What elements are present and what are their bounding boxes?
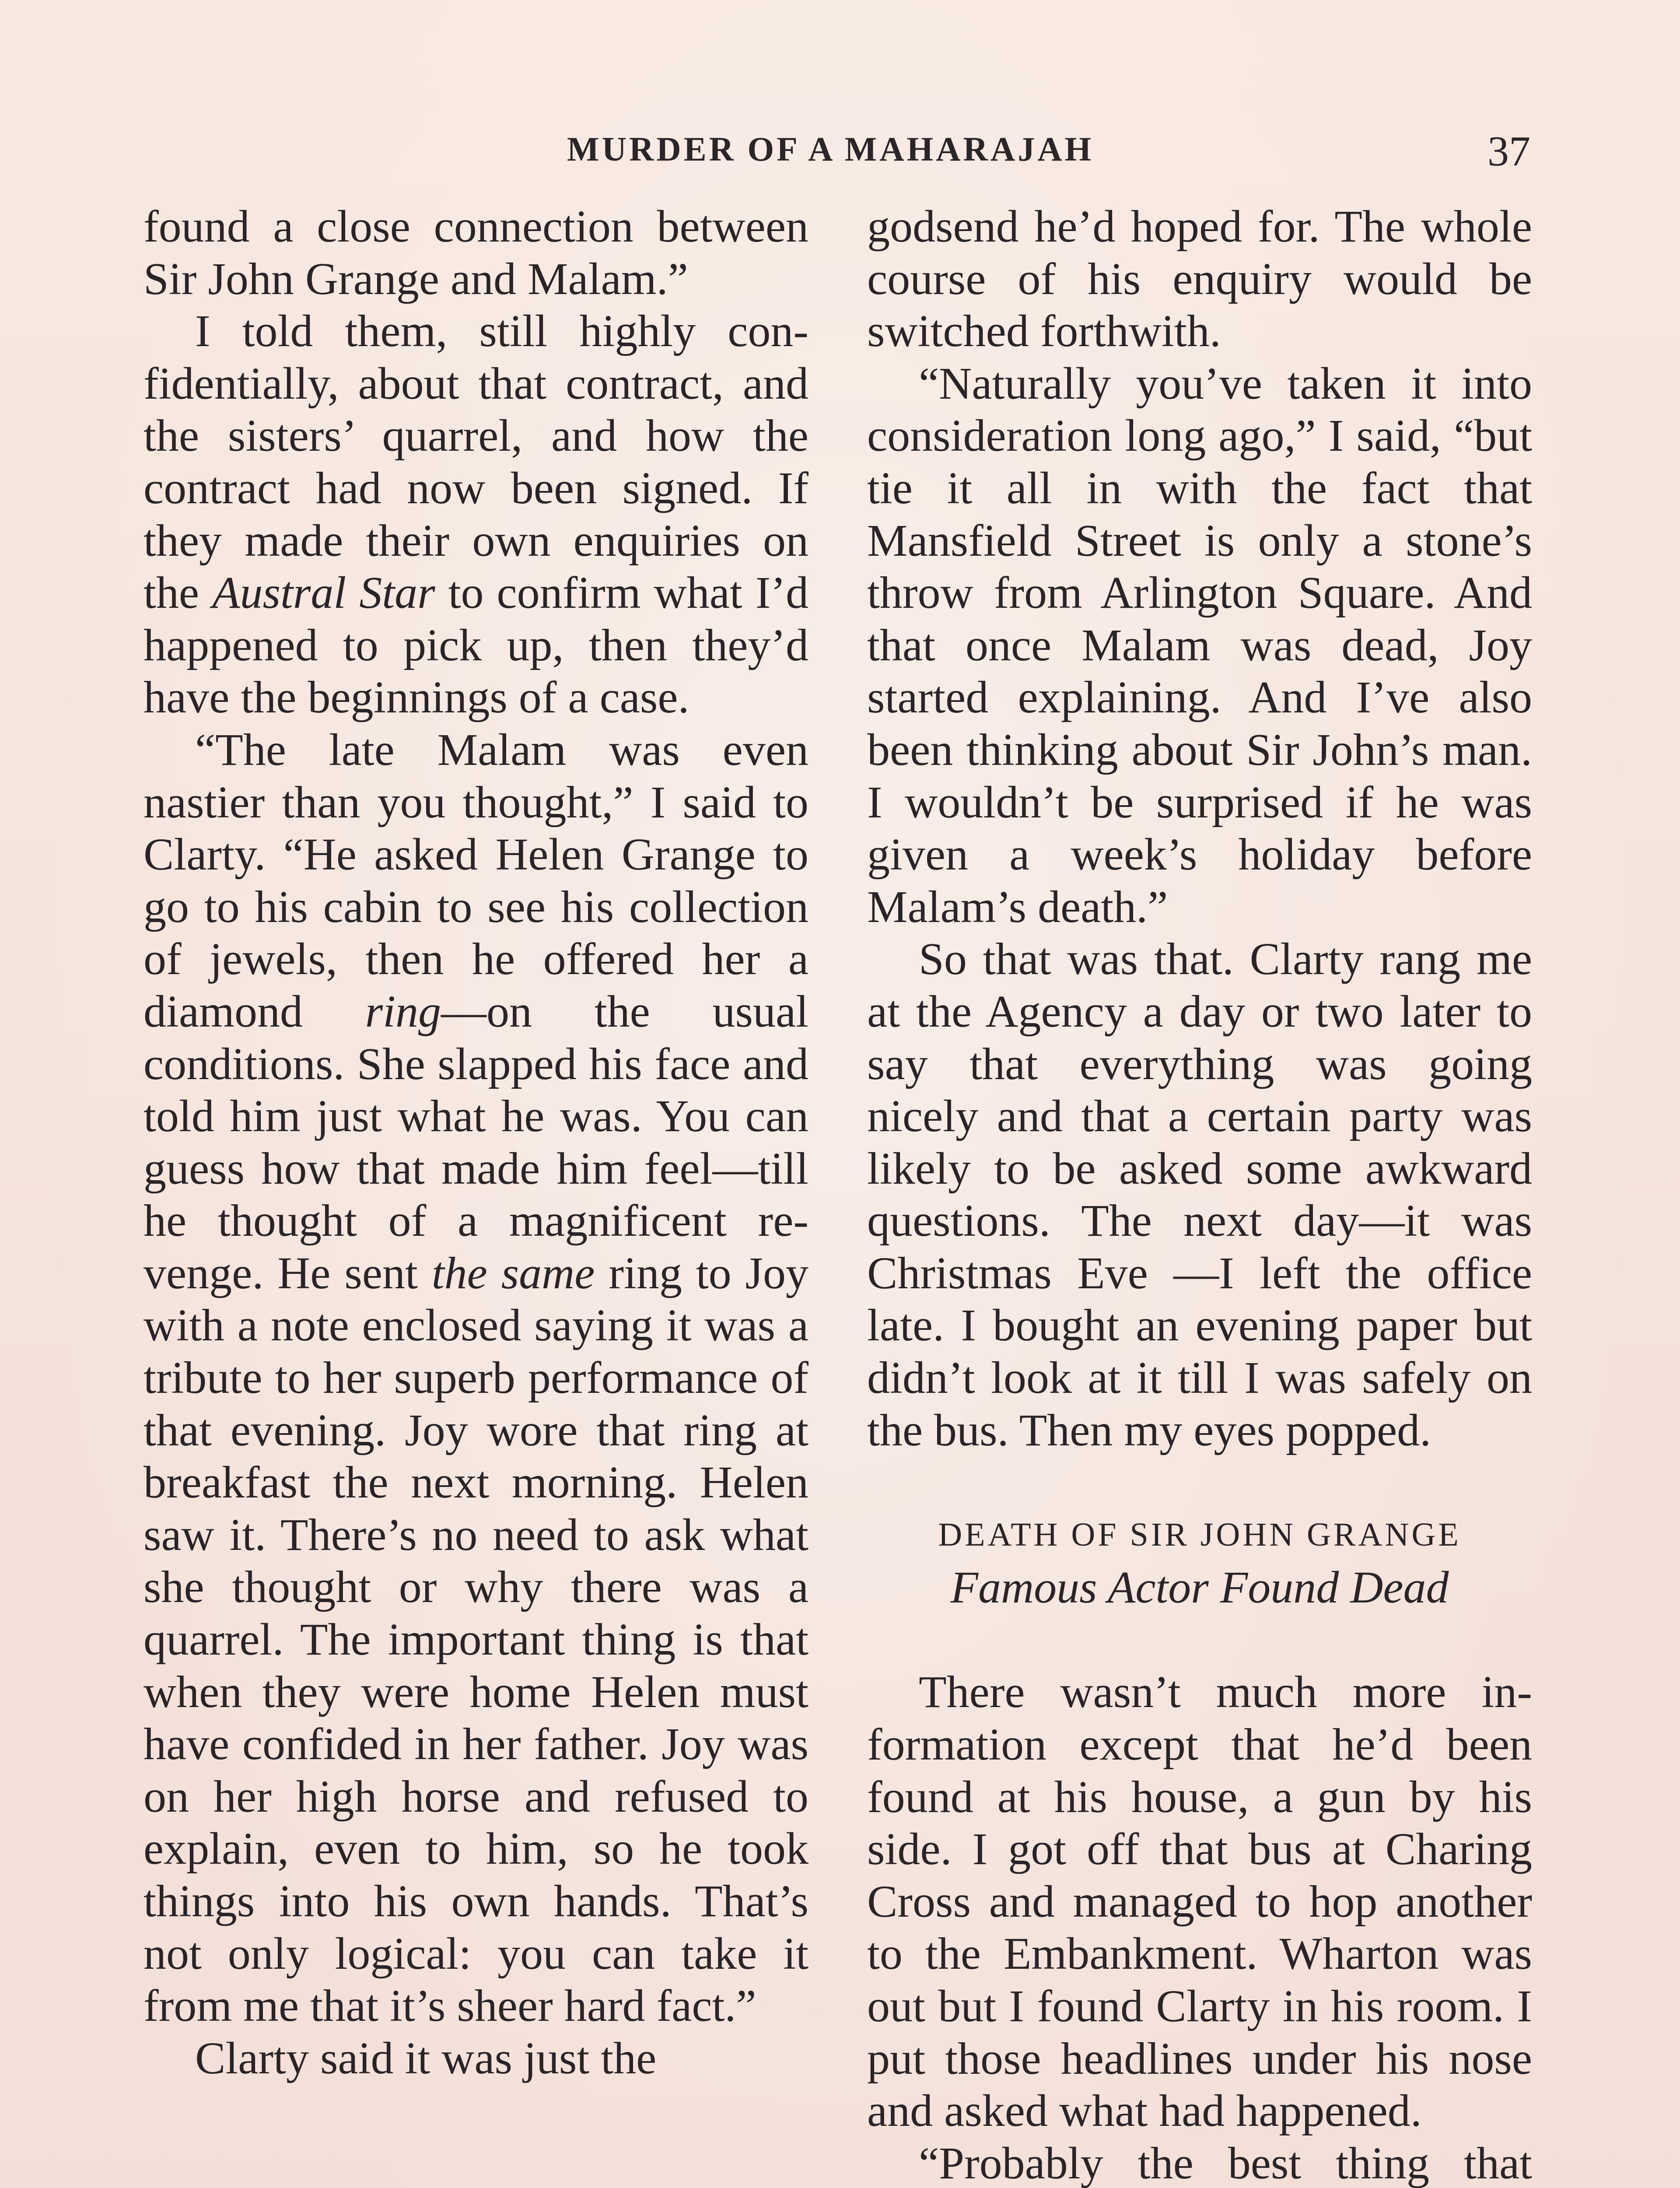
running-title: MURDER OF A MAHARAJAH	[567, 130, 1094, 168]
spacer	[867, 1613, 1532, 1666]
italic-phrase: the same	[431, 1248, 595, 1298]
paragraph	[144, 724, 808, 2032]
paragraph: Clarty said it was just the	[195, 2033, 657, 2083]
paragraph: So that was that. Clarty rang me at the Agency a day or two later to say that everything was going nicely and that a certain party was likely to be asked some awkward questions. The next day—it was Christmas Eve —I left the office late. I bought an evening paper but didn’t look at it till I was safely on the bus. Then my eyes popped.	[867, 934, 1532, 1455]
text-run: to confirm what I’d happened to pick up, then they’d have the beginnings of a case.	[144, 568, 808, 723]
paragraph: “Probably the best thing that	[919, 2138, 1532, 2188]
spacer	[867, 1456, 1532, 1509]
text-run: —on the usual conditions. She slapped his face and told him just what he was. You can guess how that made him feel—till he thought of a magnificent revenge. He sent	[144, 986, 808, 1298]
newspaper-headline	[867, 1509, 1532, 1613]
headline-caps: DEATH OF SIR JOHN GRANGE	[938, 1516, 1461, 1553]
text-run: ring to Joy with a note enclosed saying it was a tribute to her superb performance of that evening. Joy wore that ring at breakfast the next morning. Helen saw it. There’s no need to ask what she thought or why there was a quarrel. The important thing is that when they were home Helen must have confided in her father. Joy was on her high horse and refused to explain, even to him, so he took things into his own hands. That’s not only logical: you can take it from me that it’s sheer hard fact.”	[144, 1248, 808, 2031]
right-column	[867, 200, 1532, 2188]
paragraph: godsend he’d hoped for. The whole course of his enquiry would be switched forthwith.	[867, 201, 1532, 357]
text-run: I told them, still highly confidentially, about that contract, and the sisters’ quarrel, and how the contract had now been signed. If they made their own enquiries on the	[144, 306, 808, 618]
page-number: 37	[1488, 128, 1530, 175]
paragraph	[144, 305, 808, 724]
paragraph: “Naturally you’ve taken it into consideration long ago,” I said, “but tie it all in with the fact that Mansfield Street is only a stone’s throw from Arlington Square. And that once Malam was dead, Joy started explaining. And I’ve also been thinking about Sir John’s man. I wouldn’t be surprised if he was given a week’s holiday before Malam’s death.”	[867, 358, 1532, 932]
text-run: “The late Malam was even nastier than you thought,” I said to Clarty. “He asked Helen Grange to go to his cabin to see his collection of jewels, then he offered her a diamond	[144, 724, 808, 1037]
paragraph: There wasn’t much more information except that he’d been found at his house, a gun by his side. I got off that bus at Charing Cross and managed to hop another to the Embankment. Wharton was out but I found Clarty in his room. I put those headlines under his nose and asked what had happened.	[867, 1667, 1532, 2136]
left-column	[144, 200, 808, 2084]
paragraph: found a close connection between Sir John Grange and Malam.”	[144, 201, 808, 304]
italic-ship-name: Austral Star	[212, 568, 435, 618]
italic-word: ring	[365, 986, 441, 1037]
headline-subtitle: Famous Actor Found Dead	[950, 1562, 1449, 1613]
